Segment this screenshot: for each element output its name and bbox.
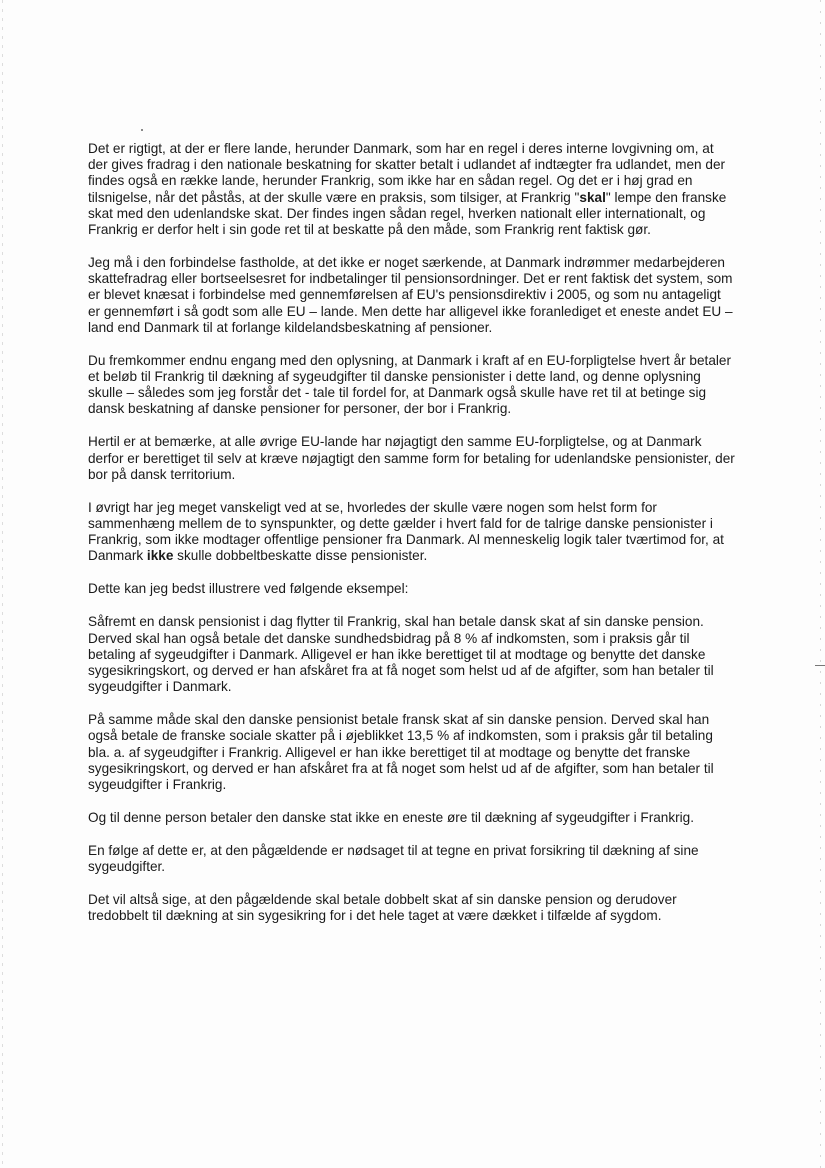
paragraph-5-bold-word: ikke xyxy=(146,548,174,564)
paragraph-1-bold-word: skal xyxy=(579,189,606,205)
paragraph-10-text: En følge af dette er, at den pågældende er nødsaget til at tegne en privat forsikring til dækning af sine sygeudgifter. xyxy=(88,843,699,875)
letter-body xyxy=(88,141,736,925)
paragraph-9-text: Og til denne person betaler den danske stat ikke en eneste øre til dækning af sygeudgifter i Frankrig. xyxy=(88,810,695,826)
paragraph-1 xyxy=(88,141,736,238)
paragraph-1-text-b: " lempe den franske skat med den udenlandske skat. Der findes ingen sådan regel, hverken nationalt eller internationalt, og Frankrig er derfor helt i sin gode ret til at beskatte på den måde, som Frankrig rent faktisk gør. xyxy=(88,189,727,238)
paragraph-6 xyxy=(88,581,736,597)
paragraph-5 xyxy=(88,500,736,565)
paragraph-7-text: Såfremt en dansk pensionist i dag flytter til Frankrig, skal han betale dansk skat af sin danske pension. Derved skal han også betale det danske sundhedsbidrag på 8 % af indkomsten, som i praksis går til betaling af sygeudgifter i Danmark. Alligevel er han ikke berettiget til at modtage og benytte det danske sygesikringskort, og derved er han afskåret fra at få noget som helst ud af de afgifter, som han betaler til sygeudgifter i Danmark. xyxy=(88,614,714,695)
paragraph-5-text-b: skulle dobbeltbeskatte disse pensionister. xyxy=(173,548,428,564)
paragraph-6-text: Dette kan jeg bedst illustrere ved følgende eksempel: xyxy=(88,581,409,597)
paragraph-10 xyxy=(88,843,736,875)
paragraph-3 xyxy=(88,353,736,418)
paragraph-4 xyxy=(88,434,736,483)
paragraph-7 xyxy=(88,614,736,695)
paragraph-2 xyxy=(88,255,736,336)
paragraph-11-text: Det vil altså sige, at den pågældende skal betale dobbelt skat af sin danske pension og derudover tredobbelt til dækning at sin sygesikring for i det hele taget at være dækket i tilfælde af sygdom. xyxy=(88,892,677,924)
margin-mark xyxy=(815,665,825,666)
scan-edge-left xyxy=(2,0,3,1168)
paragraph-4-text: Hertil er at bemærke, at alle øvrige EU-lande har nøjagtigt den samme EU-forpligtelse, og at Danmark derfor er berettiget til selv at kræve nøjagtigt den samme form for betaling for udenlandske pensionister, der bor på dansk territorium. xyxy=(88,434,735,482)
paragraph-5-text-a: I øvrigt har jeg meget vanskeligt ved at se, hvorledes der skulle være nogen som helst form for sammenhæng mellem de to synspunkter, og dette gælder i hvert fald for de talrige danske pensionister i Frankrig, som ikke modtager offentlige pensioner fra Danmark. Al menneskelig logik taler tværtimod for, at Danmark xyxy=(88,499,724,564)
scan-edge-right xyxy=(820,0,821,1168)
paragraph-11 xyxy=(88,892,736,924)
paragraph-3-text: Du fremkommer endnu engang med den oplysning, at Danmark i kraft af en EU-forpligtelse hvert år betaler et beløb til Frankrig til dækning af sygeudgifter til danske pensionister i dette land, og denne oplysning skulle – således som jeg forstår det - tale til fordel for, at Danmark også skulle have ret til at betinge sig dansk beskatning af danske pensioner for personer, der bor i Frankrig. xyxy=(88,352,732,417)
paragraph-8-text: På samme måde skal den danske pensionist betale fransk skat af sin danske pension. Derved skal han også betale de franske sociale skatter på i øjeblikket 13,5 % af indkomsten, som i praksis går til betaling bla. a. af sygeudgifter i Frankrig. Alligevel er han ikke berettiget til at modtage og benytte det franske sygesikringskort, og derved er han afskåret fra at få noget som helst ud af de afgifter, som han betaler til sygeudgifter i Frankrig. xyxy=(88,712,714,793)
scan-speck xyxy=(141,129,143,131)
paragraph-1-text-a: Det er rigtigt, at der er flere lande, herunder Danmark, som har en regel i deres interne lovgivning om, at der gives fradrag i den nationale beskatning for skatter betalt i udlandet af indtægter fra udlandet, men der findes også en række lande, herunder Frankrig, som ikke har en sådan regel. Og det er i høj grad en tilsnigelse, når det påstås, at der skulle være en praksis, som tilsiger, at Frankrig " xyxy=(88,141,726,205)
paragraph-2-text: Jeg må i den forbindelse fastholde, at det ikke er noget særkende, at Danmark indrømmer medarbejderen skattefradrag eller bortseelsesret for indbetalinger til pensionsordninger. Det er rent faktisk det system, som er blevet knæsat i forbindelse med gennemførelsen af EU's pensionsdirektiv i 2005, og som nu antageligt er gennemført i så godt som alle EU – lande. Men dette har alligevel ikke foranlediget et eneste andet EU – land end Danmark til at forlange kildelandsbeskatning af pensioner. xyxy=(88,255,733,335)
paragraph-8 xyxy=(88,712,736,793)
paragraph-9 xyxy=(88,810,736,826)
